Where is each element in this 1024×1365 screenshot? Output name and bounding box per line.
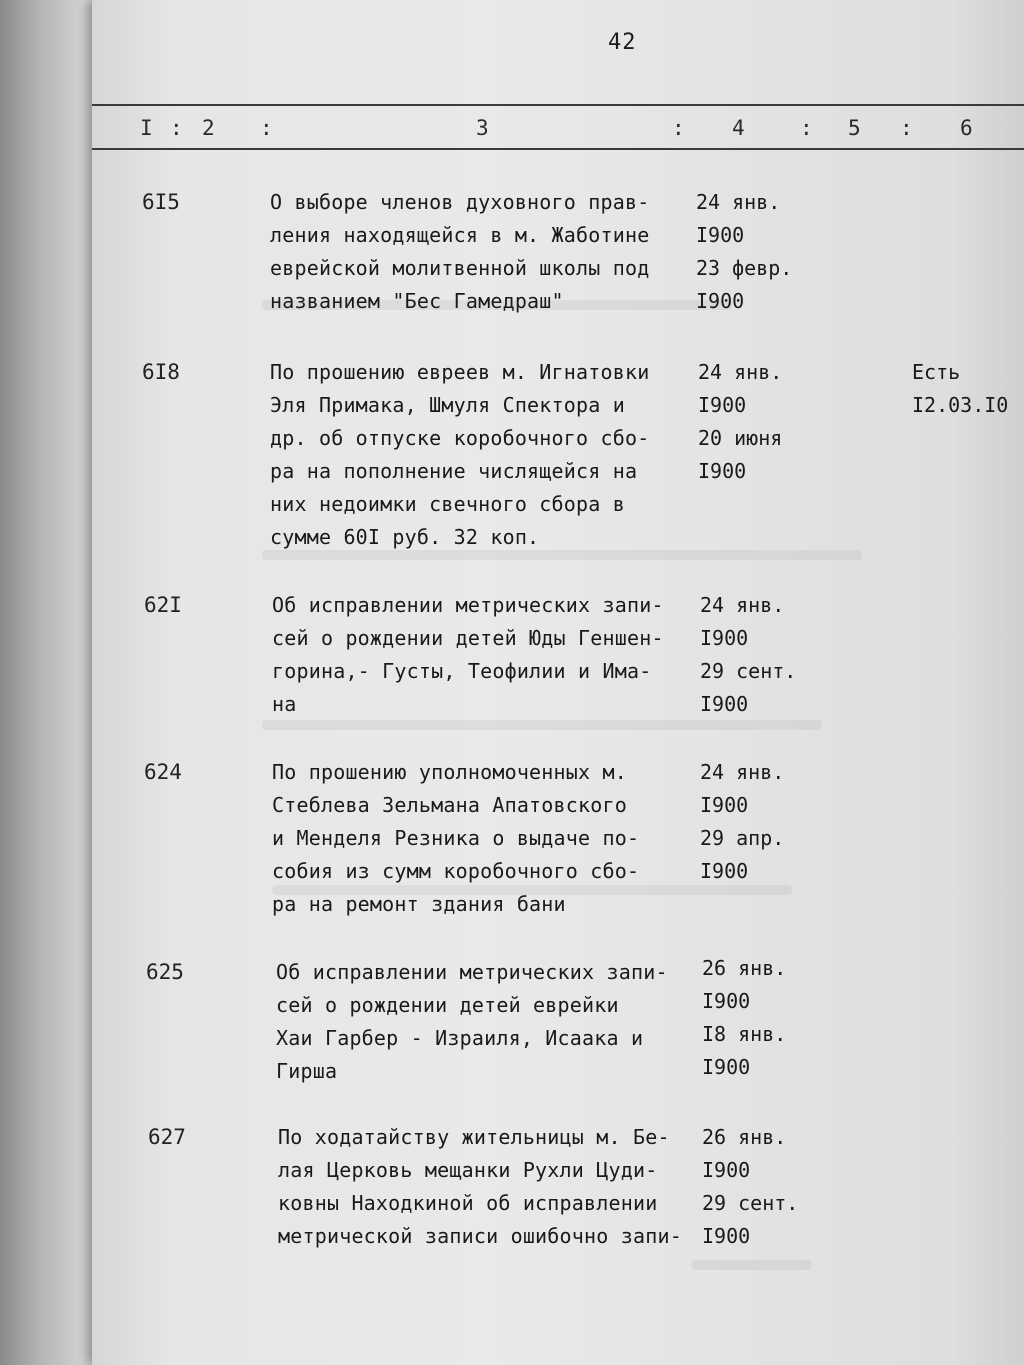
entry-start-year: I900 <box>696 223 745 247</box>
entry-start-date: 26 янв. <box>702 956 787 980</box>
column-separator: : <box>900 116 913 140</box>
entry-title-line: Хаи Гарбер - Израиля, Исаака и <box>276 1026 644 1050</box>
entry-start-year: I900 <box>702 1158 751 1182</box>
book-binding-edge <box>0 0 100 1365</box>
bleed-through-mark <box>262 720 822 730</box>
entry-start-date: 24 янв. <box>698 360 783 384</box>
column-header-3: 3 <box>476 116 489 140</box>
entry-title-line: О выборе членов духовного прав- <box>270 190 650 214</box>
entry-title-line: Об исправлении метрических запи- <box>276 960 668 984</box>
entry-number: 625 <box>146 960 184 984</box>
header-rule-top <box>92 104 1024 106</box>
entry-title-line: ковны Находкиной об исправлении <box>278 1191 658 1215</box>
column-header-2: 2 <box>202 116 215 140</box>
entry-title-line: др. об отпуске коробочного сбо- <box>270 426 650 450</box>
entry-start-date: 24 янв. <box>700 760 785 784</box>
column-separator: : <box>260 116 273 140</box>
entry-title-line: собия из сумм коробочного сбо- <box>272 859 640 883</box>
column-header-6: 6 <box>960 116 973 140</box>
entry-end-date: I8 янв. <box>702 1022 787 1046</box>
entry-title-line: Эля Примака, Шмуля Спектора и <box>270 393 625 417</box>
entry-title-line: и Менделя Резника о выдаче по- <box>272 826 640 850</box>
entry-end-year: I900 <box>698 459 747 483</box>
entry-title-line: По прошению евреев м. Игнатовки <box>270 360 650 384</box>
entry-title-line: По прошению уполномоченных м. <box>272 760 627 784</box>
entry-end-date: 29 апр. <box>700 826 785 850</box>
entry-title-line: ления находящейся в м. Жаботине <box>270 223 650 247</box>
entry-end-year: I900 <box>702 1224 751 1248</box>
entry-title-line: на <box>272 692 297 716</box>
entry-remark-date: I2.03.I0 <box>912 393 1009 417</box>
column-separator: : <box>672 116 685 140</box>
entry-title-line: сей о рождении детей Юды Геншен- <box>272 626 664 650</box>
entry-start-date: 24 янв. <box>696 190 781 214</box>
entry-start-date: 24 янв. <box>700 593 785 617</box>
column-separator: : <box>170 116 183 140</box>
entry-title-line: ра на ремонт здания бани <box>272 892 566 916</box>
document-page <box>92 0 1024 1365</box>
page-number: 42 <box>608 30 637 55</box>
entry-number: 6I8 <box>142 360 180 384</box>
entry-start-year: I900 <box>700 793 749 817</box>
entry-start-year: I900 <box>700 626 749 650</box>
entry-title-line: них недоимки свечного сбора в <box>270 492 625 516</box>
entry-title-line: горина,- Густы, Теофилии и Има- <box>272 659 652 683</box>
header-rule-bottom <box>92 148 1024 150</box>
entry-title-line: Стеблева Зельмана Апатовского <box>272 793 627 817</box>
entry-number: 627 <box>148 1125 186 1149</box>
entry-start-date: 26 янв. <box>702 1125 787 1149</box>
column-header-4: 4 <box>732 116 745 140</box>
entry-end-year: I900 <box>702 1055 751 1079</box>
entry-number: 62I <box>144 593 182 617</box>
bleed-through-mark <box>692 1260 812 1270</box>
entry-end-date: 23 февр. <box>696 256 793 280</box>
entry-end-date: 20 июня <box>698 426 783 450</box>
entry-title-line: сей о рождении детей еврейки <box>276 993 619 1017</box>
entry-start-year: I900 <box>698 393 747 417</box>
entry-end-year: I900 <box>700 859 749 883</box>
column-separator: : <box>800 116 813 140</box>
entry-remark: Есть <box>912 360 961 384</box>
entry-title-line: метрической записи ошибочно запи- <box>278 1224 682 1248</box>
entry-title-line: лая Церковь мещанки Рухли Цуди- <box>278 1158 658 1182</box>
entry-title-line: сумме 60I руб. 32 коп. <box>270 525 540 549</box>
entry-end-year: I900 <box>700 692 749 716</box>
bleed-through-mark <box>262 550 862 560</box>
entry-end-date: 29 сент. <box>700 659 797 683</box>
entry-number: 6I5 <box>142 190 180 214</box>
entry-title-line: Гирша <box>276 1059 338 1083</box>
entry-number: 624 <box>144 760 182 784</box>
column-header-1: I <box>140 116 153 140</box>
entry-title-line: названием "Бес Гамедраш" <box>270 289 564 313</box>
entry-title-line: Об исправлении метрических запи- <box>272 593 664 617</box>
column-header-5: 5 <box>848 116 861 140</box>
entry-title-line: еврейской молитвенной школы под <box>270 256 650 280</box>
entry-end-year: I900 <box>696 289 745 313</box>
entry-title-line: По ходатайству жительницы м. Бе- <box>278 1125 670 1149</box>
entry-end-date: 29 сент. <box>702 1191 799 1215</box>
entry-title-line: ра на пополнение числящейся на <box>270 459 638 483</box>
entry-start-year: I900 <box>702 989 751 1013</box>
